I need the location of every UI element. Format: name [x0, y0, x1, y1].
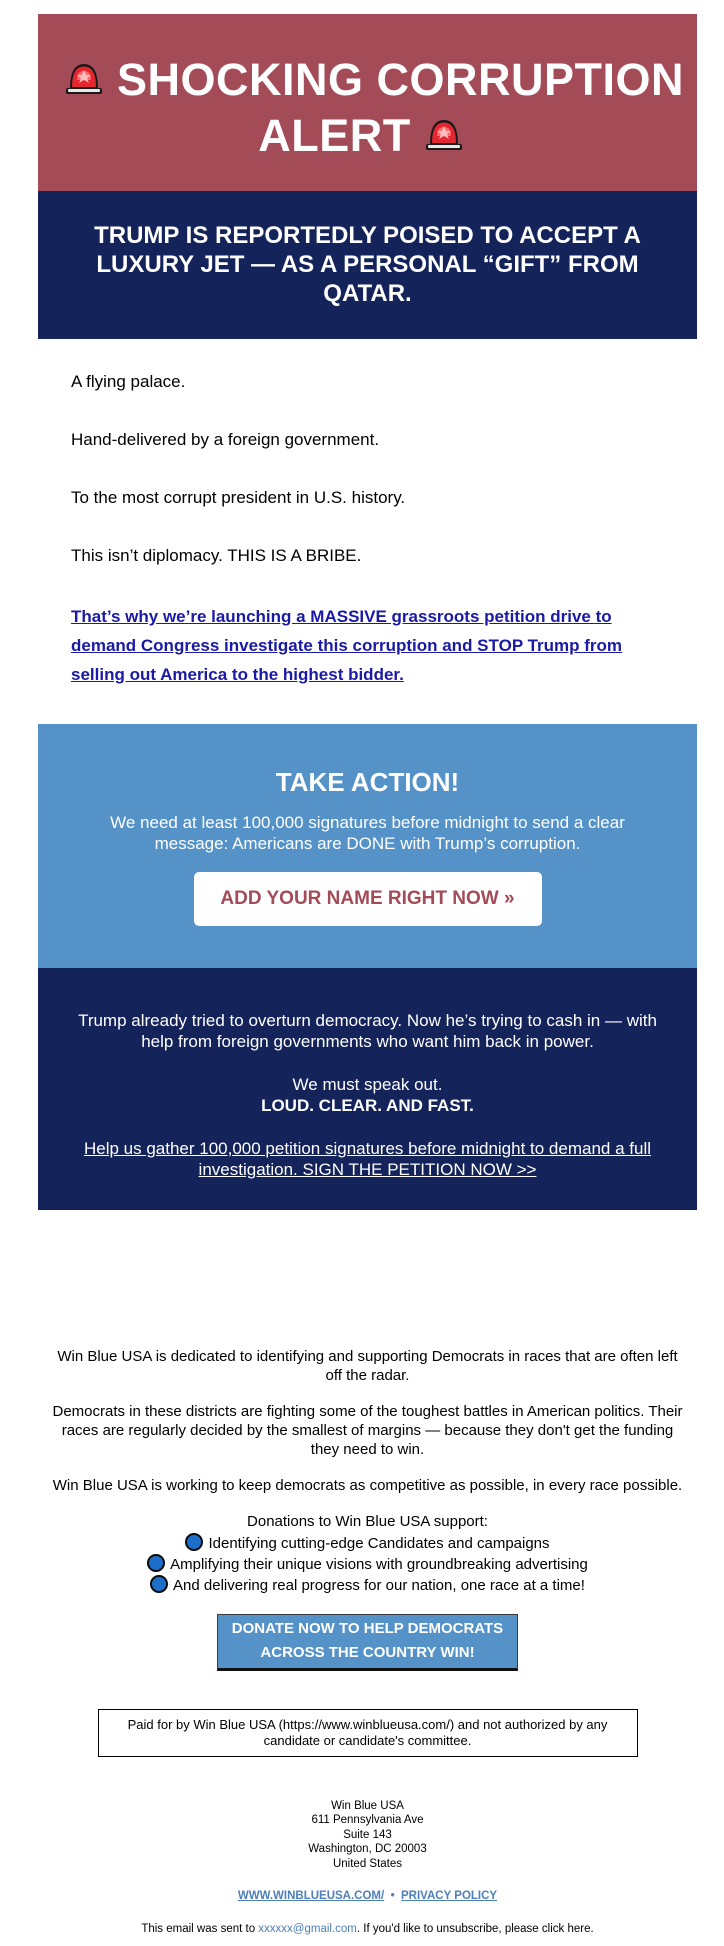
unsubscribe-notice: This email was sent to xxxxxx@gmail.com. If you'd like to unsubscribe, please click here. [141, 1923, 594, 1936]
blue-circle-icon [185, 1533, 203, 1551]
siren-icon [63, 58, 105, 96]
list-item: Identifying cutting-edge Candidates and campaigns [48, 1533, 687, 1554]
unsubscribe-text[interactable]: . If you'd like to unsubscribe, please click here. [356, 1923, 594, 1936]
body-paragraph: This isn’t diplomacy. THIS IS A BRIBE. [71, 546, 362, 565]
petition-link[interactable]: That’s why we’re launching a MASSIVE grassroots petition drive to demand Congress investigate this corruption and STOP Trump from selling out America to the highest bidder. [71, 607, 623, 684]
blue-circle-icon [150, 1575, 168, 1593]
speak-out-text: We must speak out. LOUD. CLEAR. AND FAST. [261, 1075, 474, 1115]
footer-paragraph: Win Blue USA is working to keep democrats as competitive as possible, in every race possible. [52, 1477, 683, 1494]
footer-links [48, 1887, 687, 1906]
footer-paragraph: Win Blue USA is dedicated to identifying and supporting Democrats in races that are often left off the radar. [57, 1348, 678, 1384]
body-paragraph: A flying palace. [71, 372, 186, 391]
take-action-text: We need at least 100,000 signatures before midnight to send a clear message: Americans are DONE with Trump’s corruption. [110, 813, 625, 853]
website-link[interactable]: WWW.WINBLUEUSA.COM/ [237, 1890, 385, 1903]
list-item: And delivering real progress for our nation, one race at a time! [48, 1575, 687, 1596]
add-name-button[interactable]: ADD YOUR NAME RIGHT NOW » [194, 872, 542, 926]
list-item: Amplifying their unique visions with groundbreaking advertising [48, 1554, 687, 1575]
headline: TRUMP IS REPORTEDLY POISED TO ACCEPT A LUXURY JET — AS A PERSONAL “GIFT” FROM QATAR. [94, 222, 641, 307]
footer [38, 1347, 697, 1939]
sign-petition-link[interactable]: Help us gather 100,000 petition signatures before midnight to demand a full investigation. SIGN THE PETITION NOW >> [83, 1139, 652, 1179]
footer-paragraph: Democrats in these districts are fighting some of the toughest battles in American politics. Their races are regularly decided by the smallest of margins — because they don't get the funding they need to win. [52, 1403, 683, 1458]
recipient-email: xxxxxx@gmail.com [258, 1923, 357, 1936]
support-title: Donations to Win Blue USA support: [247, 1513, 488, 1530]
take-action-block [38, 724, 697, 968]
headline-block [38, 191, 697, 339]
donate-button[interactable]: DONATE NOW TO HELP DEMOCRATS ACROSS THE COUNTRY WIN! [217, 1614, 518, 1671]
message-paragraph: Trump already tried to overturn democracy. Now he’s trying to cash in — with help from foreign governments who want him back in power. [78, 1011, 657, 1051]
paid-for-disclaimer: Paid for by Win Blue USA (https://www.winblueusa.com/) and not authorized by any candidate or candidate's committee. [98, 1709, 638, 1757]
support-list [48, 1533, 687, 1596]
privacy-policy-link[interactable]: PRIVACY POLICY [401, 1890, 498, 1903]
alert-banner [38, 14, 697, 191]
siren-icon [423, 114, 465, 152]
link-separator: • [390, 1890, 395, 1903]
body-paragraph: Hand-delivered by a foreign government. [71, 430, 380, 449]
take-action-title: TAKE ACTION! [275, 767, 460, 797]
blue-circle-icon [147, 1554, 165, 1572]
message-block [38, 968, 697, 1210]
mailing-address: Win Blue USA 611 Pennsylvania Ave Suite 143 Washington, DC 20003 United States [308, 1800, 427, 1870]
body-paragraph: To the most corrupt president in U.S. history. [71, 488, 406, 507]
alert-title: SHOCKING CORRUPTION ALERT [38, 52, 697, 164]
body-copy [38, 370, 697, 689]
